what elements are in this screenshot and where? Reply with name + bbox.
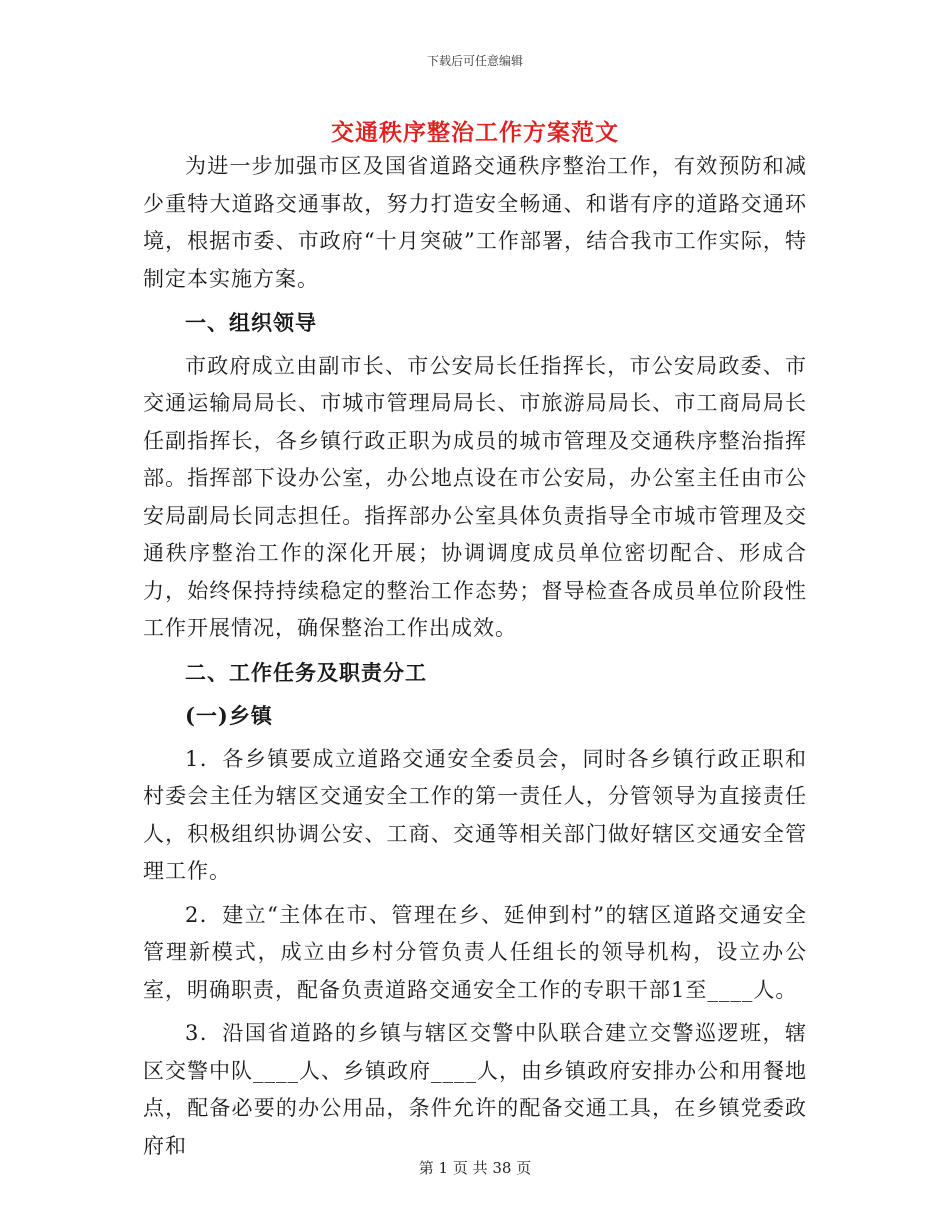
document-title: 交通秩序整治工作方案范文 [331, 119, 619, 146]
list-item-1: 1．各乡镇要成立道路交通安全委员会，同时各乡镇行政正职和村委会主任为辖区交通安全工作的第一责任人，分管领导为直接责任人，积极组织协调公安、工商、交通等相关部门做好辖区交通安全管理工作。 [143, 746, 807, 883]
document-body [143, 148, 807, 1165]
list-item-3: 3．沿国省道路的乡镇与辖区交警中队联合建立交警巡逻班，辖区交警中队____人、乡镇政府____人，由乡镇政府安排办公和用餐地点，配备必要的办公用品，条件允许的配备交通工具，在乡镇党委政府和 [143, 1021, 807, 1158]
subsection-heading-township: (一)乡镇 [185, 703, 273, 728]
intro-paragraph: 为进一步加强市区及国省道路交通秩序整治工作，有效预防和减少重特大道路交通事故，努力打造安全畅通、和谐有序的道路交通环境，根据市委、市政府“十月突破”工作部署，结合我市工作实际，特制定本实施方案。 [143, 154, 807, 291]
list-item-2: 2．建立“主体在市、管理在乡、延伸到村”的辖区道路交通安全管理新模式，成立由乡村分管负责人任组长的领导机构，设立办公室，明确职责，配备负责道路交通安全工作的专职干部1至____人。 [143, 902, 807, 1002]
section-paragraph-organization: 市政府成立由副市长、市公安局长任指挥长，市公安局政委、市交通运输局局长、市城市管理局局长、市旅游局局长、市工商局局长任副指挥长，各乡镇行政正职为成员的城市管理及交通秩序整治指挥部。指挥部下设办公室，办公地点设在市公安局，办公室主任由市公安局副局长同志担任。指挥部办公室具体负责指导全市城市管理及交通秩序整治工作的深化开展；协调调度成员单位密切配合、形成合力，始终保持持续稳定的整治工作态势；督导检查各成员单位阶段性工作开展情况，确保整治工作出成效。 [143, 353, 807, 640]
section-heading-tasks: 二、工作任务及职责分工 [185, 659, 427, 685]
page-number: 第 1 页 共 38 页 [418, 1159, 532, 1177]
section-heading-organization: 一、组织领导 [185, 310, 317, 335]
page-header: 下载后可任意编辑 [426, 54, 523, 68]
